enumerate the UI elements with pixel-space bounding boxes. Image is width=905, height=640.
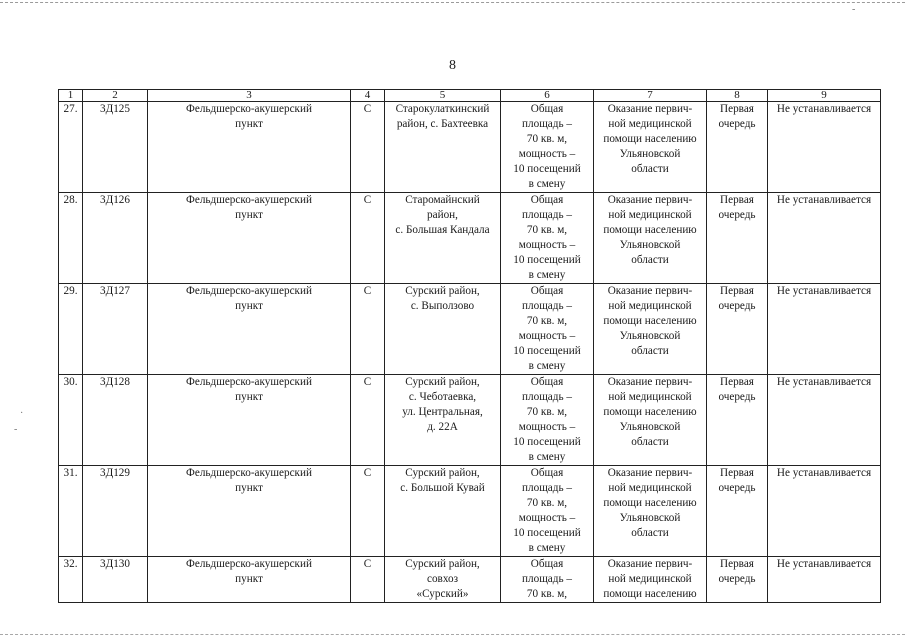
column-header-4: 4	[351, 90, 385, 102]
object-location-line: Сурский район,	[405, 376, 480, 388]
object-parameters-line: Общая	[530, 103, 564, 115]
object-name	[148, 193, 351, 284]
object-parameters-line: 70 кв. м,	[526, 133, 568, 145]
object-location	[385, 193, 501, 284]
object-name-line: пункт	[235, 118, 263, 130]
implementation-priority-line: очередь	[718, 209, 756, 221]
implementation-priority	[707, 375, 768, 466]
object-purpose	[594, 102, 707, 193]
object-parameters-line: 10 посещений	[513, 527, 581, 539]
implementation-priority-line: очередь	[718, 573, 756, 585]
object-parameters	[501, 466, 594, 557]
object-name	[148, 375, 351, 466]
object-purpose-line: Ульяновской	[619, 239, 681, 251]
object-purpose-line: помощи населению	[603, 224, 697, 236]
object-parameters-line: мощность –	[518, 421, 576, 433]
object-name-line: пункт	[235, 482, 263, 494]
object-purpose	[594, 375, 707, 466]
implementation-priority-line: Первая	[720, 103, 754, 115]
object-parameters-line: 10 посещений	[513, 436, 581, 448]
object-parameters-line: площадь –	[522, 482, 572, 494]
object-parameters-line: Общая	[530, 194, 564, 206]
zone-boundaries: Не устанавливается	[768, 193, 881, 284]
object-purpose-line: области	[631, 163, 669, 175]
header-row	[59, 90, 881, 102]
object-purpose-line: ной медицинской	[608, 300, 692, 312]
object-location	[385, 375, 501, 466]
object-parameters-line: Общая	[530, 467, 564, 479]
implementation-priority-line: Первая	[720, 558, 754, 570]
object-type: С	[351, 193, 385, 284]
object-name-line: Фельдшерско-акушерский	[186, 467, 312, 479]
object-parameters-line: площадь –	[522, 209, 572, 221]
object-name-line: Фельдшерско-акушерский	[186, 194, 312, 206]
object-location-line: «Сурский»	[416, 588, 469, 600]
object-location-line: с. Чеботаевка,	[408, 391, 477, 403]
object-parameters-line: площадь –	[522, 300, 572, 312]
object-parameters-line: площадь –	[522, 573, 572, 585]
object-purpose-line: Оказание первич-	[607, 558, 693, 570]
table-row	[59, 375, 881, 466]
object-location-line: с. Большая Кандала	[395, 224, 490, 236]
object-parameters-line: в смену	[528, 451, 566, 463]
object-parameters-line: площадь –	[522, 118, 572, 130]
implementation-priority	[707, 557, 768, 603]
object-location-line: Сурский район,	[405, 467, 480, 479]
object-location-line: с. Большой Кувай	[400, 482, 485, 494]
table-row	[59, 466, 881, 557]
object-name	[148, 284, 351, 375]
implementation-priority	[707, 193, 768, 284]
object-parameters-line: Общая	[530, 558, 564, 570]
facilities-table	[58, 89, 881, 603]
object-purpose-line: Оказание первич-	[607, 467, 693, 479]
implementation-priority-line: очередь	[718, 118, 756, 130]
object-name-line: пункт	[235, 573, 263, 585]
object-purpose-line: области	[631, 527, 669, 539]
object-parameters-line: 70 кв. м,	[526, 406, 568, 418]
zone-boundaries: Не устанавливается	[768, 466, 881, 557]
object-purpose	[594, 284, 707, 375]
implementation-priority-line: очередь	[718, 300, 756, 312]
object-purpose-line: ной медицинской	[608, 482, 692, 494]
object-purpose-line: области	[631, 254, 669, 266]
object-purpose-line: области	[631, 345, 669, 357]
object-location-line: ул. Центральная,	[402, 406, 483, 418]
object-type: С	[351, 557, 385, 603]
object-code: 3Д126	[83, 193, 148, 284]
implementation-priority-line: очередь	[718, 482, 756, 494]
implementation-priority-line: Первая	[720, 194, 754, 206]
object-name-line: Фельдшерско-акушерский	[186, 376, 312, 388]
object-name-line: Фельдшерско-акушерский	[186, 558, 312, 570]
object-purpose	[594, 557, 707, 603]
implementation-priority	[707, 284, 768, 375]
implementation-priority	[707, 102, 768, 193]
implementation-priority-line: Первая	[720, 376, 754, 388]
object-parameters-line: 70 кв. м,	[526, 315, 568, 327]
object-location-line: Старокулаткинский	[395, 103, 490, 115]
table-row	[59, 557, 881, 603]
object-purpose-line: помощи населению	[603, 588, 697, 600]
column-header-5: 5	[385, 90, 501, 102]
column-header-3: 3	[148, 90, 351, 102]
object-name-line: Фельдшерско-акушерский	[186, 103, 312, 115]
column-header-8: 8	[707, 90, 768, 102]
object-location-line: совхоз	[426, 573, 459, 585]
object-purpose-line: Ульяновской	[619, 512, 681, 524]
table-row	[59, 193, 881, 284]
object-type: С	[351, 375, 385, 466]
zone-boundaries: Не устанавливается	[768, 375, 881, 466]
object-purpose-line: помощи населению	[603, 406, 697, 418]
object-parameters-line: мощность –	[518, 148, 576, 160]
object-parameters-line: площадь –	[522, 391, 572, 403]
object-parameters	[501, 193, 594, 284]
object-name-line: пункт	[235, 391, 263, 403]
column-header-2: 2	[83, 90, 148, 102]
implementation-priority-line: Первая	[720, 467, 754, 479]
object-location	[385, 284, 501, 375]
object-parameters-line: мощность –	[518, 330, 576, 342]
object-type: С	[351, 466, 385, 557]
table-row	[59, 102, 881, 193]
object-code: 3Д127	[83, 284, 148, 375]
scan-speck: -	[14, 424, 18, 435]
row-number: 32.	[59, 557, 83, 603]
object-purpose-line: Оказание первич-	[607, 285, 693, 297]
object-parameters-line: в смену	[528, 178, 566, 190]
table-body	[59, 102, 881, 603]
object-purpose	[594, 466, 707, 557]
column-header-9: 9	[768, 90, 881, 102]
table-row	[59, 284, 881, 375]
row-number: 27.	[59, 102, 83, 193]
object-parameters-line: 70 кв. м,	[526, 497, 568, 509]
object-parameters-line: 10 посещений	[513, 345, 581, 357]
object-parameters	[501, 557, 594, 603]
scan-edge-top	[0, 2, 905, 3]
object-purpose-line: области	[631, 436, 669, 448]
object-location-line: Сурский район,	[405, 558, 480, 570]
implementation-priority-line: очередь	[718, 391, 756, 403]
object-purpose-line: Ульяновской	[619, 148, 681, 160]
object-location-line: Старомайнский	[405, 194, 480, 206]
object-purpose-line: помощи населению	[603, 133, 697, 145]
object-parameters	[501, 375, 594, 466]
object-location-line: район, с. Бахтеевка	[396, 118, 489, 130]
object-name	[148, 102, 351, 193]
implementation-priority-line: Первая	[720, 285, 754, 297]
scan-speck: -	[852, 4, 856, 15]
object-parameters-line: 10 посещений	[513, 163, 581, 175]
object-code: 3Д125	[83, 102, 148, 193]
scan-edge-bottom	[0, 634, 905, 635]
object-purpose-line: Оказание первич-	[607, 376, 693, 388]
zone-boundaries: Не устанавливается	[768, 284, 881, 375]
object-parameters-line: 70 кв. м,	[526, 224, 568, 236]
object-code: 3Д129	[83, 466, 148, 557]
object-name	[148, 466, 351, 557]
object-name	[148, 557, 351, 603]
column-header-6: 6	[501, 90, 594, 102]
object-location-line: Сурский район,	[405, 285, 480, 297]
column-header-7: 7	[594, 90, 707, 102]
row-number: 28.	[59, 193, 83, 284]
object-purpose-line: ной медицинской	[608, 209, 692, 221]
object-code: 3Д128	[83, 375, 148, 466]
object-parameters-line: Общая	[530, 285, 564, 297]
object-parameters	[501, 284, 594, 375]
object-parameters	[501, 102, 594, 193]
object-location-line: с. Выползово	[410, 300, 475, 312]
object-parameters-line: в смену	[528, 542, 566, 554]
object-location-line: район,	[427, 209, 458, 221]
object-parameters-line: 70 кв. м,	[526, 588, 568, 600]
object-type: С	[351, 284, 385, 375]
object-parameters-line: Общая	[530, 376, 564, 388]
page-number: 8	[449, 58, 456, 73]
zone-boundaries: Не устанавливается	[768, 557, 881, 603]
scan-speck: ·	[20, 408, 24, 419]
object-purpose-line: помощи населению	[603, 497, 697, 509]
object-parameters-line: мощность –	[518, 239, 576, 251]
column-header-1: 1	[59, 90, 83, 102]
row-number: 30.	[59, 375, 83, 466]
object-location-line: д. 22А	[427, 421, 458, 433]
object-purpose-line: Ульяновской	[619, 421, 681, 433]
object-parameters-line: в смену	[528, 360, 566, 372]
object-type: С	[351, 102, 385, 193]
object-parameters-line: мощность –	[518, 512, 576, 524]
object-purpose-line: Оказание первич-	[607, 103, 693, 115]
object-purpose-line: ной медицинской	[608, 391, 692, 403]
object-location	[385, 466, 501, 557]
implementation-priority	[707, 466, 768, 557]
object-purpose-line: Оказание первич-	[607, 194, 693, 206]
object-purpose	[594, 193, 707, 284]
zone-boundaries: Не устанавливается	[768, 102, 881, 193]
object-name-line: пункт	[235, 300, 263, 312]
object-purpose-line: ной медицинской	[608, 573, 692, 585]
object-purpose-line: помощи населению	[603, 315, 697, 327]
row-number: 29.	[59, 284, 83, 375]
object-name-line: пункт	[235, 209, 263, 221]
object-name-line: Фельдшерско-акушерский	[186, 285, 312, 297]
object-purpose-line: ной медицинской	[608, 118, 692, 130]
object-parameters-line: 10 посещений	[513, 254, 581, 266]
object-location	[385, 557, 501, 603]
object-code: 3Д130	[83, 557, 148, 603]
row-number: 31.	[59, 466, 83, 557]
object-purpose-line: Ульяновской	[619, 330, 681, 342]
object-location	[385, 102, 501, 193]
object-parameters-line: в смену	[528, 269, 566, 281]
